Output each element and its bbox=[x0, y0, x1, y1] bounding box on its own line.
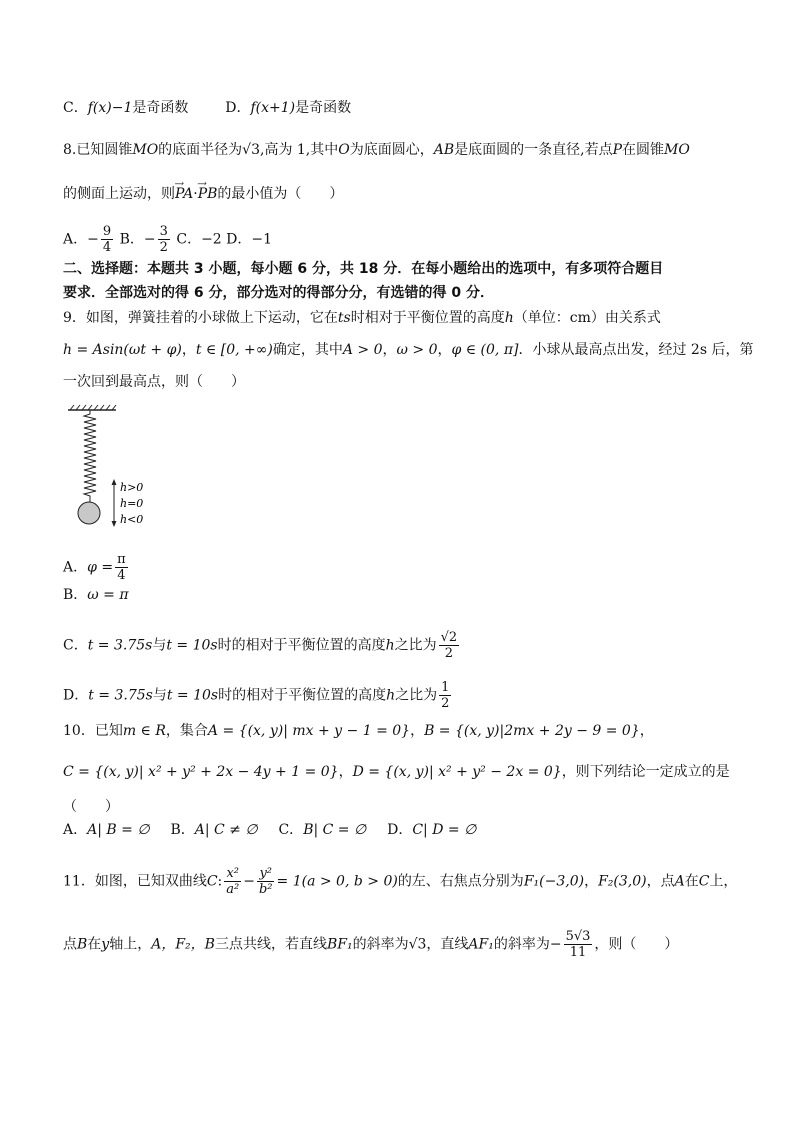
q9-optC-label: C． bbox=[63, 637, 88, 654]
q11-y: y bbox=[101, 936, 110, 953]
q9-optA-label: A． bbox=[63, 559, 88, 576]
q11-frac-x bbox=[224, 866, 241, 897]
q10-optB-expr: A| C ≠ ∅ bbox=[194, 822, 258, 838]
q11-text: ，则（ ） bbox=[594, 936, 679, 953]
q8-dot: · bbox=[193, 186, 198, 202]
q10-optA-expr: A| B = ∅ bbox=[87, 822, 150, 838]
q9-text: 之比为 bbox=[394, 637, 437, 654]
fig-label-h-neg: h<0 bbox=[120, 513, 144, 526]
q9-text: 时的相对于平衡位置的高度 bbox=[217, 637, 386, 654]
q9-text: 之比为 bbox=[395, 687, 438, 704]
q8-optC-label: C． bbox=[176, 231, 202, 248]
section2-line2: 要求．全部选对的得 6 分，部分选对的得部分分，有选错的得 0 分． bbox=[63, 285, 494, 301]
q10-optD-label: D． bbox=[387, 822, 413, 838]
q10-line1 bbox=[63, 721, 654, 741]
q11-text: ，直线 bbox=[426, 936, 469, 953]
frac-num: 3 bbox=[159, 224, 168, 239]
q8-text: 是底面圆的一条直径,若点 bbox=[454, 142, 613, 158]
q10-optC-label: C． bbox=[278, 822, 304, 838]
frac-num: 9 bbox=[102, 224, 112, 239]
q7-optC-expr: f(x)−1 bbox=[87, 100, 133, 116]
arrow-up-icon bbox=[112, 479, 117, 485]
arrow-down-icon bbox=[112, 521, 117, 527]
frac-den: 4 bbox=[117, 568, 126, 583]
q11-text: 11．如图，已知双曲线 bbox=[63, 873, 207, 890]
q8-MO: MO bbox=[664, 142, 690, 158]
q8-optD-label: D． bbox=[226, 231, 252, 248]
q9-ts: ts bbox=[337, 310, 351, 326]
q8-optB-sign: − bbox=[143, 231, 156, 248]
frac-num: 5√3 bbox=[565, 929, 591, 944]
q9-h: h bbox=[504, 310, 514, 326]
q11-frac-y bbox=[257, 866, 275, 897]
q10-text: ，集合 bbox=[165, 723, 208, 739]
q10-sep: ， bbox=[410, 723, 425, 739]
q8-vector-PB: ―› PB bbox=[198, 184, 218, 204]
q11-eq: = 1(a > 0, b > 0) bbox=[276, 873, 398, 890]
q8-optC-value: −2 bbox=[201, 231, 222, 248]
q11-colon: : bbox=[217, 873, 223, 890]
q8-optD-value: −1 bbox=[251, 231, 273, 248]
q8-text: 在圆锥 bbox=[622, 142, 665, 158]
frac-den: 2 bbox=[159, 240, 168, 255]
q11-minus: − bbox=[243, 873, 255, 890]
q9-text: ．小球从最高点出发，经过 2s 后，第 bbox=[518, 342, 754, 358]
q8-options bbox=[63, 224, 272, 255]
q7-optC-label: C． bbox=[63, 100, 88, 116]
q9-line1 bbox=[63, 308, 661, 328]
q8-P: P bbox=[612, 142, 623, 158]
q11-text: 在 bbox=[87, 936, 102, 953]
q9-sep: ， bbox=[181, 342, 196, 358]
q10-optD-expr: C| D = ∅ bbox=[412, 822, 477, 838]
ball bbox=[78, 502, 100, 524]
q11-F2: F₂(3,0) bbox=[598, 873, 647, 890]
q9-optA-lhs: φ = bbox=[87, 559, 114, 576]
q10-options bbox=[63, 820, 476, 840]
q11-text: 点 bbox=[63, 936, 77, 953]
q9-text: 时相对于平衡位置的高度 bbox=[350, 310, 505, 326]
frac-num: x² bbox=[226, 866, 240, 881]
q9-optD-label: D． bbox=[63, 687, 89, 704]
q9-optD-frac bbox=[439, 680, 451, 711]
q9-optD bbox=[63, 680, 453, 711]
q9-text: 确定，其中 bbox=[272, 342, 343, 358]
q8-optB-frac bbox=[158, 224, 170, 255]
q8-O: O bbox=[338, 142, 350, 158]
q10-m-in-R: m ∈ R bbox=[122, 723, 166, 739]
frac-den: b² bbox=[258, 882, 273, 897]
q10-setB: B = {(x, y)|2mx + 2y − 9 = 0} bbox=[424, 723, 640, 739]
q9-domain: t ∈ [0, +∞) bbox=[195, 342, 273, 358]
q7-options bbox=[63, 98, 351, 118]
q9-optB bbox=[63, 585, 129, 605]
q10-optC-expr: B| C = ∅ bbox=[303, 822, 367, 838]
q11-text: 的斜率为 bbox=[352, 936, 409, 953]
frac-num: 1 bbox=[441, 680, 450, 695]
q9-cond2: ω > 0 bbox=[396, 342, 438, 358]
q8-optA-frac bbox=[101, 224, 113, 255]
q9-text: （单位：cm）由关系式 bbox=[513, 310, 661, 326]
q10-optB-label: B． bbox=[170, 822, 195, 838]
q10-line2 bbox=[63, 762, 730, 782]
q11-slope-sign: − bbox=[549, 936, 562, 953]
q9-optC-t2: t = 10s bbox=[166, 637, 218, 654]
q8-vector-PA: ―› PA bbox=[175, 184, 193, 204]
q8-MO: MO bbox=[132, 142, 159, 158]
q11-text: 轴上， bbox=[109, 936, 152, 953]
frac-den: 2 bbox=[444, 646, 454, 661]
q11-text: 在 bbox=[684, 873, 699, 890]
q8-line1 bbox=[63, 140, 690, 160]
q9-line2: h = Asin(ωt + φ)，t ∈ [0, +∞)确定，其中A > 0，ω > 0，φ ∈ (0, π]．小球从最高点出发，经过 2s 后，第 bbox=[63, 342, 754, 358]
q11-sqrt3: √3 bbox=[408, 936, 427, 953]
q11-points: A，F₂，B bbox=[151, 936, 215, 953]
frac-den: a² bbox=[226, 882, 240, 897]
q8-optB-label: B． bbox=[119, 231, 144, 248]
q11-text: 三点共线，若直线 bbox=[214, 936, 327, 953]
q9-optB-expr: ω = π bbox=[87, 587, 129, 603]
q9-optB-label: B． bbox=[63, 587, 88, 603]
q8-text: 8.已知圆锥 bbox=[63, 142, 133, 158]
q8-text: ,高为 1,其中 bbox=[260, 142, 339, 158]
frac-den: 2 bbox=[441, 696, 450, 711]
q9-optC-t1: t = 3.75s bbox=[87, 637, 153, 654]
q8-text: 的最小值为（ ） bbox=[217, 186, 344, 202]
section2-line1: 二、选择题：本题共 3 小题，每小题 6 分，共 18 分．在每小题给出的选项中，有多项符合题目 bbox=[63, 261, 664, 277]
q9-optA-frac bbox=[115, 552, 128, 583]
q10-line3: （ ） bbox=[63, 799, 119, 815]
q8-line2 bbox=[63, 184, 343, 204]
q11-C: C bbox=[698, 873, 710, 890]
q11-C: C bbox=[206, 873, 218, 890]
q7-optD-text: 是奇函数 bbox=[295, 100, 352, 116]
q10-text: ，则下列结论一定成立的是 bbox=[561, 764, 730, 780]
q8-text: 的底面半径为 bbox=[158, 142, 243, 158]
q8-text: 为底面圆心， bbox=[349, 142, 434, 158]
q10-sep: ， bbox=[639, 723, 654, 739]
q7-optD-expr: f(x+1) bbox=[250, 100, 296, 116]
q11-sep: ， bbox=[584, 873, 599, 890]
q9-line3: 一次回到最高点，则（ ） bbox=[63, 374, 245, 390]
q9-formula: h = Asin(ωt + φ) bbox=[63, 342, 182, 358]
q7-optD-label: D． bbox=[225, 100, 251, 116]
q9-optD-t2: t = 10s bbox=[166, 687, 219, 704]
frac-den: 11 bbox=[569, 945, 587, 960]
q10-setC: C = {(x, y)| x² + y² + 2x − 4y + 1 = 0} bbox=[63, 764, 339, 780]
q10-setD: D = {(x, y)| x² + y² − 2x = 0} bbox=[352, 764, 562, 780]
fig-label-h-zero: h=0 bbox=[120, 497, 144, 510]
q8-text: 的侧面上运动，则 bbox=[63, 186, 175, 202]
q9-text: 9．如图，弹簧挂着的小球做上下运动，它在 bbox=[63, 310, 338, 326]
q11-F1: F₁(−3,0) bbox=[523, 873, 585, 890]
q10-optA-label: A． bbox=[63, 822, 88, 838]
q9-h: h bbox=[385, 637, 395, 654]
q10-setA: A = {(x, y)| mx + y − 1 = 0} bbox=[207, 723, 411, 739]
spring-figure bbox=[66, 404, 156, 534]
q10-sep: ， bbox=[338, 764, 353, 780]
q11-BF1: BF₁ bbox=[326, 936, 353, 953]
q10-text: 10．已知 bbox=[63, 723, 123, 739]
q8-optA-sign: − bbox=[87, 231, 99, 248]
frac-num: y² bbox=[259, 866, 273, 881]
q7-optC-text: 是奇函数 bbox=[132, 100, 189, 116]
q8-AB: AB bbox=[433, 142, 455, 158]
q8-sqrt3: √3 bbox=[242, 142, 260, 158]
q11-text: 上， bbox=[709, 873, 738, 890]
q11-B: B bbox=[77, 936, 88, 953]
q9-optA bbox=[63, 552, 130, 583]
q9-cond3: φ ∈ (0, π] bbox=[451, 342, 519, 358]
q11-slope-frac bbox=[564, 929, 593, 960]
q9-optD-t1: t = 3.75s bbox=[88, 687, 153, 704]
spring-coil bbox=[84, 410, 96, 502]
fig-label-h-pos: h>0 bbox=[120, 481, 144, 494]
q9-optC-frac bbox=[439, 630, 460, 661]
q11-line2 bbox=[63, 929, 678, 960]
q11-A: A bbox=[674, 873, 685, 890]
q8-optA-label: A． bbox=[63, 231, 88, 248]
q9-text: 与 bbox=[152, 687, 167, 704]
q11-line1 bbox=[63, 866, 737, 897]
q9-h: h bbox=[386, 687, 396, 704]
q11-text: 的左、右焦点分别为 bbox=[397, 873, 524, 890]
q9-text: 与 bbox=[152, 637, 167, 654]
q9-text: 时的相对于平衡位置的高度 bbox=[218, 687, 387, 704]
q9-cond1: A > 0 bbox=[342, 342, 383, 358]
q11-AF1: AF₁ bbox=[468, 936, 494, 953]
q9-optC bbox=[63, 630, 461, 661]
q11-text: 的斜率为 bbox=[493, 936, 550, 953]
frac-den: 4 bbox=[102, 240, 112, 255]
q11-text: ，点 bbox=[646, 873, 675, 890]
frac-num: √2 bbox=[440, 630, 458, 645]
frac-num: π bbox=[117, 552, 126, 567]
